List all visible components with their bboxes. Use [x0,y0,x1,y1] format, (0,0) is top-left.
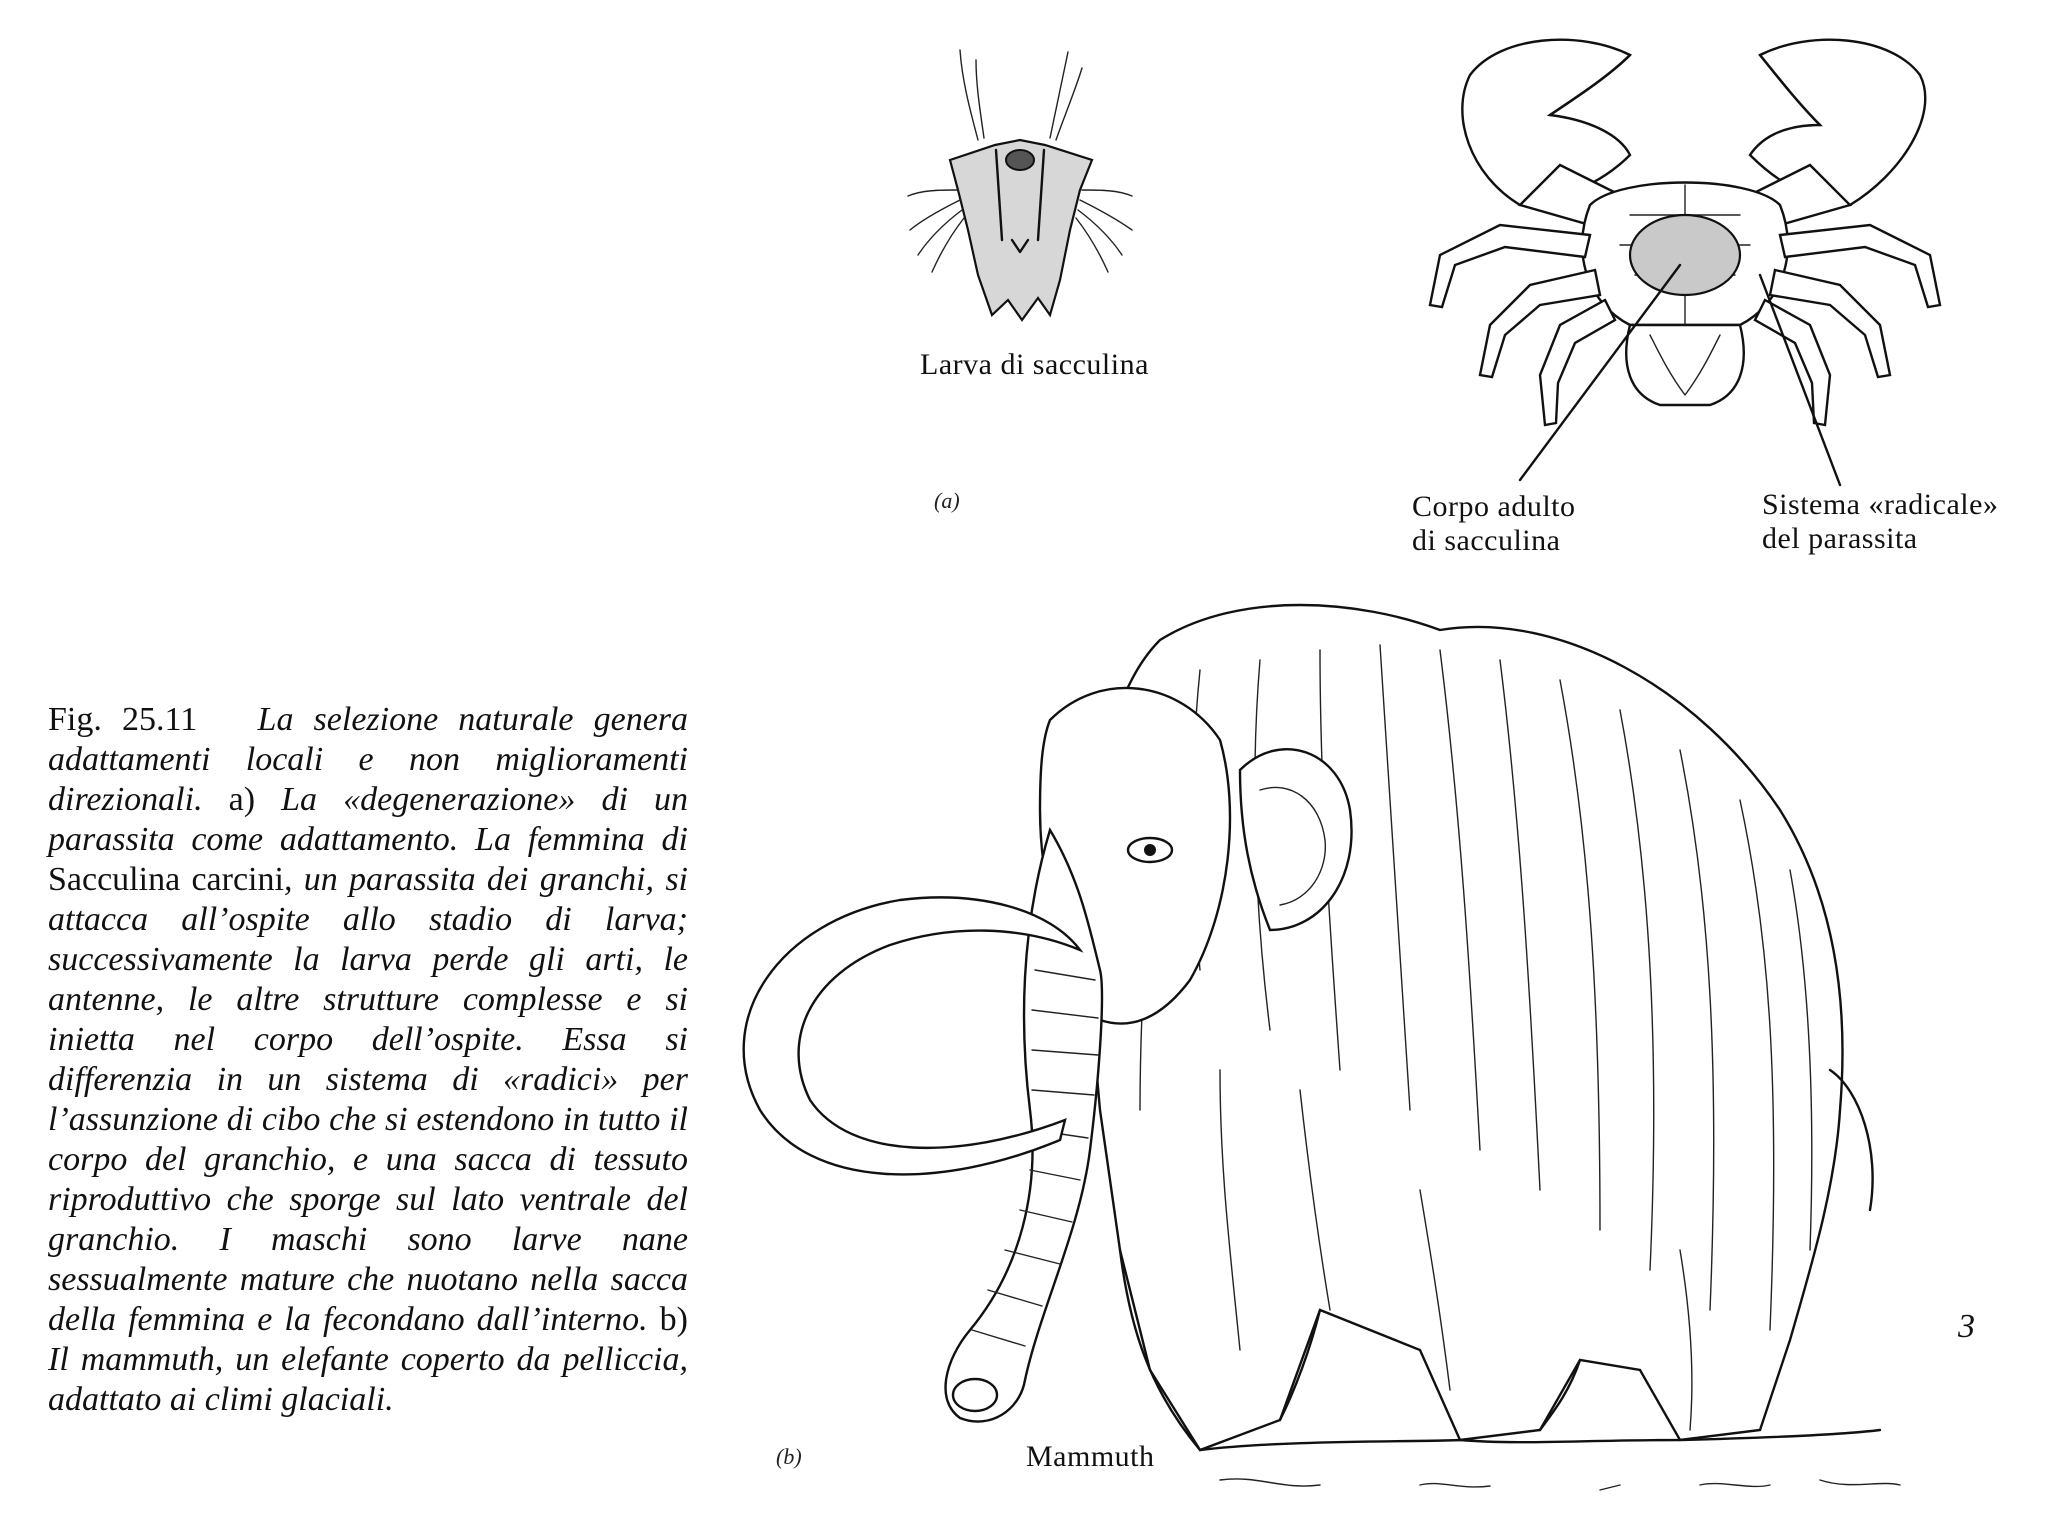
caption-segment: La selezione naturale genera adattamenti locali e non miglioramenti direzionali. [48,701,689,818]
mammoth-illustration [720,550,2020,1510]
sacculina-larva-illustration [900,40,1140,340]
adult-body-label [1412,490,1576,558]
species-name: Sacculina carcini [48,861,284,898]
caption-segment: , un parassita dei granchi, si attacca all’ospite allo stadio di larva; successivamente la larva perde gli arti, le antenne, le altre strutture complesse e si inietta nel corpo dell’ospite. Essa si differenzia in un sistema di «radici» per l’assunzione di cibo che si estendono in tutto il corpo del granchio, e una sacca di tessuto riproduttivo che sporge sul lato ventrale del granchio. I maschi sono larve nane sessualmente mature che nuotano nella sacca della femmina e la fecondano dall’interno. [48,861,688,1338]
root-system-label [1762,488,1998,556]
root-system-label-line1: Sistema «radicale» [1762,488,1999,521]
adult-body-label-line1: Corpo adulto [1412,490,1576,523]
larva-label: Larva di sacculina [920,348,1149,381]
artist-signature: 3 [1958,1308,1976,1345]
panel-a-tag: (a) [934,488,960,513]
caption-segment: Il mammuth, un elefante coperto da pelliccia, adattato ai climi glaciali. [48,1341,688,1418]
adult-body-label-line2: di sacculina [1412,524,1561,557]
figure-number: Fig. 25.11 [48,701,198,738]
mammoth-label: Mammuth [1026,1440,1155,1473]
caption-segment: b) [647,1301,688,1338]
figure-caption [48,700,688,1420]
caption-segment: La «degenerazione» di un parassita come adattamento. La femmina di [48,781,688,858]
crab-host-illustration [1380,25,2000,495]
panel-b-tag: (b) [776,1444,802,1469]
caption-segment: a) [202,781,282,818]
root-system-label-line2: del parassita [1762,522,1918,555]
